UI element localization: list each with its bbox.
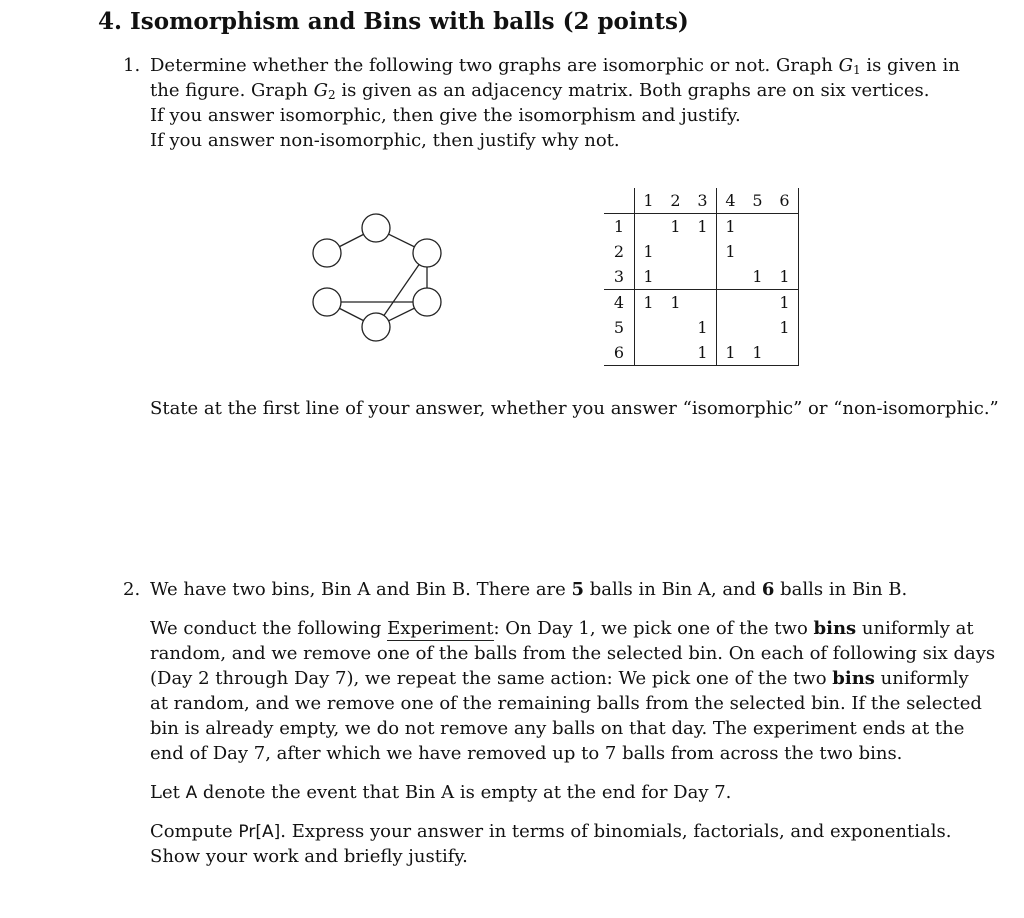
matrix-col-header: 1 <box>635 188 663 214</box>
q1-line-2-b: is given as an adjacency matrix. Both graphs are on six vertices. <box>335 80 930 101</box>
q1-line-2-a: the figure. Graph <box>150 80 314 101</box>
q2-p4-b: . Express your answer in terms of binomials, factorials, and exponentials. <box>280 821 952 842</box>
matrix-cell <box>771 239 799 264</box>
matrix-cell <box>662 264 689 290</box>
matrix-cell <box>635 315 663 340</box>
q2-paragraph-1 <box>150 577 907 602</box>
matrix-corner-cell <box>604 188 635 214</box>
q2-p2-l1-b: : On Day 1, we pick one of the two <box>493 618 814 639</box>
q2-p3-b: denote the event that Bin A is empty at the end for Day 7. <box>197 782 732 803</box>
matrix-cell: 1 <box>744 264 771 290</box>
matrix-cell <box>689 264 717 290</box>
matrix-cell: 1 <box>643 242 654 261</box>
section-heading: 4. Isomorphism and Bins with balls (2 points) <box>98 8 689 35</box>
matrix-cell: 1 <box>771 264 799 290</box>
matrix-cell <box>689 239 717 264</box>
matrix-cell <box>635 340 663 366</box>
matrix-row <box>604 340 799 366</box>
q2-p1-five: 5 <box>571 579 585 600</box>
matrix-cell: 1 <box>771 290 799 316</box>
graph-vertex <box>362 214 390 242</box>
matrix-row-header: 3 <box>604 264 635 290</box>
q2-p2-bins: bins <box>813 618 857 639</box>
q2-paragraph-2-line-6: end of Day 7, after which we have removed up to 7 balls from across the two bins. <box>150 743 903 764</box>
matrix-cell: 1 <box>689 214 717 240</box>
matrix-col-header: 6 <box>771 188 799 214</box>
q2-paragraph-3 <box>150 780 731 806</box>
q2-p2-l1-a: We conduct the following <box>150 618 388 639</box>
matrix-cell <box>662 315 689 340</box>
graph-vertex <box>413 288 441 316</box>
matrix-col-header: 3 <box>689 188 717 214</box>
q2-p1-six: 6 <box>761 579 775 600</box>
q2-p3-a: Let <box>150 782 186 803</box>
matrix-col-header: 5 <box>744 188 771 214</box>
q2-p1-c: balls in Bin B. <box>774 579 908 600</box>
matrix-cell <box>635 214 663 240</box>
q1-line-1-a: Determine whether the following two graphs are isomorphic or not. Graph <box>150 55 839 76</box>
matrix-col-header: 2 <box>662 188 689 214</box>
matrix-cell <box>662 239 689 264</box>
matrix-cell <box>717 315 745 340</box>
matrix-cell <box>717 264 745 290</box>
q2-paragraph-4-line-1 <box>150 819 951 845</box>
event-a-symbol: A <box>185 783 198 803</box>
matrix-row-header: 4 <box>604 290 635 316</box>
matrix-cell: 1 <box>717 340 745 366</box>
matrix-cell <box>689 290 717 316</box>
probability-expression: Pr[A] <box>238 822 281 842</box>
matrix-cell <box>662 340 689 366</box>
q2-p2-l3-a: (Day 2 through Day 7), we repeat the same action: We pick one of the two <box>150 668 833 689</box>
matrix-cell: 1 <box>643 293 654 312</box>
matrix-cell <box>744 239 771 264</box>
experiment-term: Experiment <box>387 618 494 639</box>
matrix-cell: 1 <box>744 340 771 366</box>
q1-g1-symbol: G <box>838 55 853 76</box>
q2-p2-l1-c: uniformly at <box>856 618 974 639</box>
q2-paragraph-2-line-3 <box>150 666 969 691</box>
q2-p2-l3-b: uniformly <box>874 668 969 689</box>
q2-p1-a: We have two bins, Bin A and Bin B. There are <box>150 579 572 600</box>
q2-p2-l3-bins: bins <box>832 668 875 689</box>
q1-line-3: If you answer isomorphic, then give the isomorphism and justify. <box>150 105 741 126</box>
matrix-row-header: 1 <box>604 214 635 240</box>
matrix-row <box>604 315 799 340</box>
matrix-row <box>604 264 799 290</box>
matrix-row-header: 6 <box>604 340 635 366</box>
matrix-cell: 1 <box>771 315 799 340</box>
graph-g1-figure <box>300 200 450 350</box>
q2-p4-a: Compute <box>150 821 239 842</box>
matrix-cell: 1 <box>725 242 736 261</box>
matrix-col-header: 4 <box>717 188 745 214</box>
q2-number: 2. <box>123 579 141 600</box>
matrix-header-row <box>604 188 799 214</box>
matrix-cell: 1 <box>725 217 736 236</box>
q2-paragraph-2-line-1 <box>150 616 974 641</box>
matrix-cell: 1 <box>689 315 717 340</box>
matrix-cell: 1 <box>670 217 681 236</box>
q1-state-instruction: State at the first line of your answer, whether you answer “isomorphic” or “non-isomorphic.” <box>150 398 999 419</box>
matrix-cell <box>771 340 799 366</box>
matrix-cell <box>744 214 771 240</box>
q2-paragraph-2-line-5: bin is already empty, we do not remove any balls on that day. The experiment ends at the <box>150 718 965 739</box>
q1-line-4: If you answer non-isomorphic, then justify why not. <box>150 130 620 151</box>
matrix-row-header: 5 <box>604 315 635 340</box>
q1-g2-subscript: 2 <box>327 88 336 102</box>
matrix-cell <box>744 290 771 316</box>
matrix-cell <box>744 315 771 340</box>
q1-number: 1. <box>123 55 141 76</box>
graph-vertex <box>413 239 441 267</box>
matrix-cell <box>771 214 799 240</box>
q1-line-1-b: is given in <box>860 55 960 76</box>
q1-g1-subscript: 1 <box>852 63 861 77</box>
q2-paragraph-4-line-2: Show your work and briefly justify. <box>150 846 468 867</box>
matrix-row <box>604 290 799 316</box>
graph-vertex <box>313 239 341 267</box>
matrix-row-header: 2 <box>604 239 635 264</box>
q2-paragraph-2-line-2: random, and we remove one of the balls from the selected bin. On each of following six days <box>150 643 996 664</box>
adjacency-matrix <box>604 188 799 366</box>
graph-vertex <box>313 288 341 316</box>
graph-vertex <box>362 313 390 341</box>
matrix-cell: 1 <box>689 340 717 366</box>
q2-p1-b: balls in Bin A, and <box>584 579 762 600</box>
matrix-cell: 1 <box>635 264 663 290</box>
matrix-row <box>604 239 799 264</box>
matrix-cell <box>717 290 745 316</box>
q2-paragraph-2-line-4: at random, and we remove one of the remaining balls from the selected bin. If the selected <box>150 693 982 714</box>
q1-g2-symbol: G <box>313 80 328 101</box>
matrix-row <box>604 214 799 240</box>
matrix-cell: 1 <box>670 293 681 312</box>
